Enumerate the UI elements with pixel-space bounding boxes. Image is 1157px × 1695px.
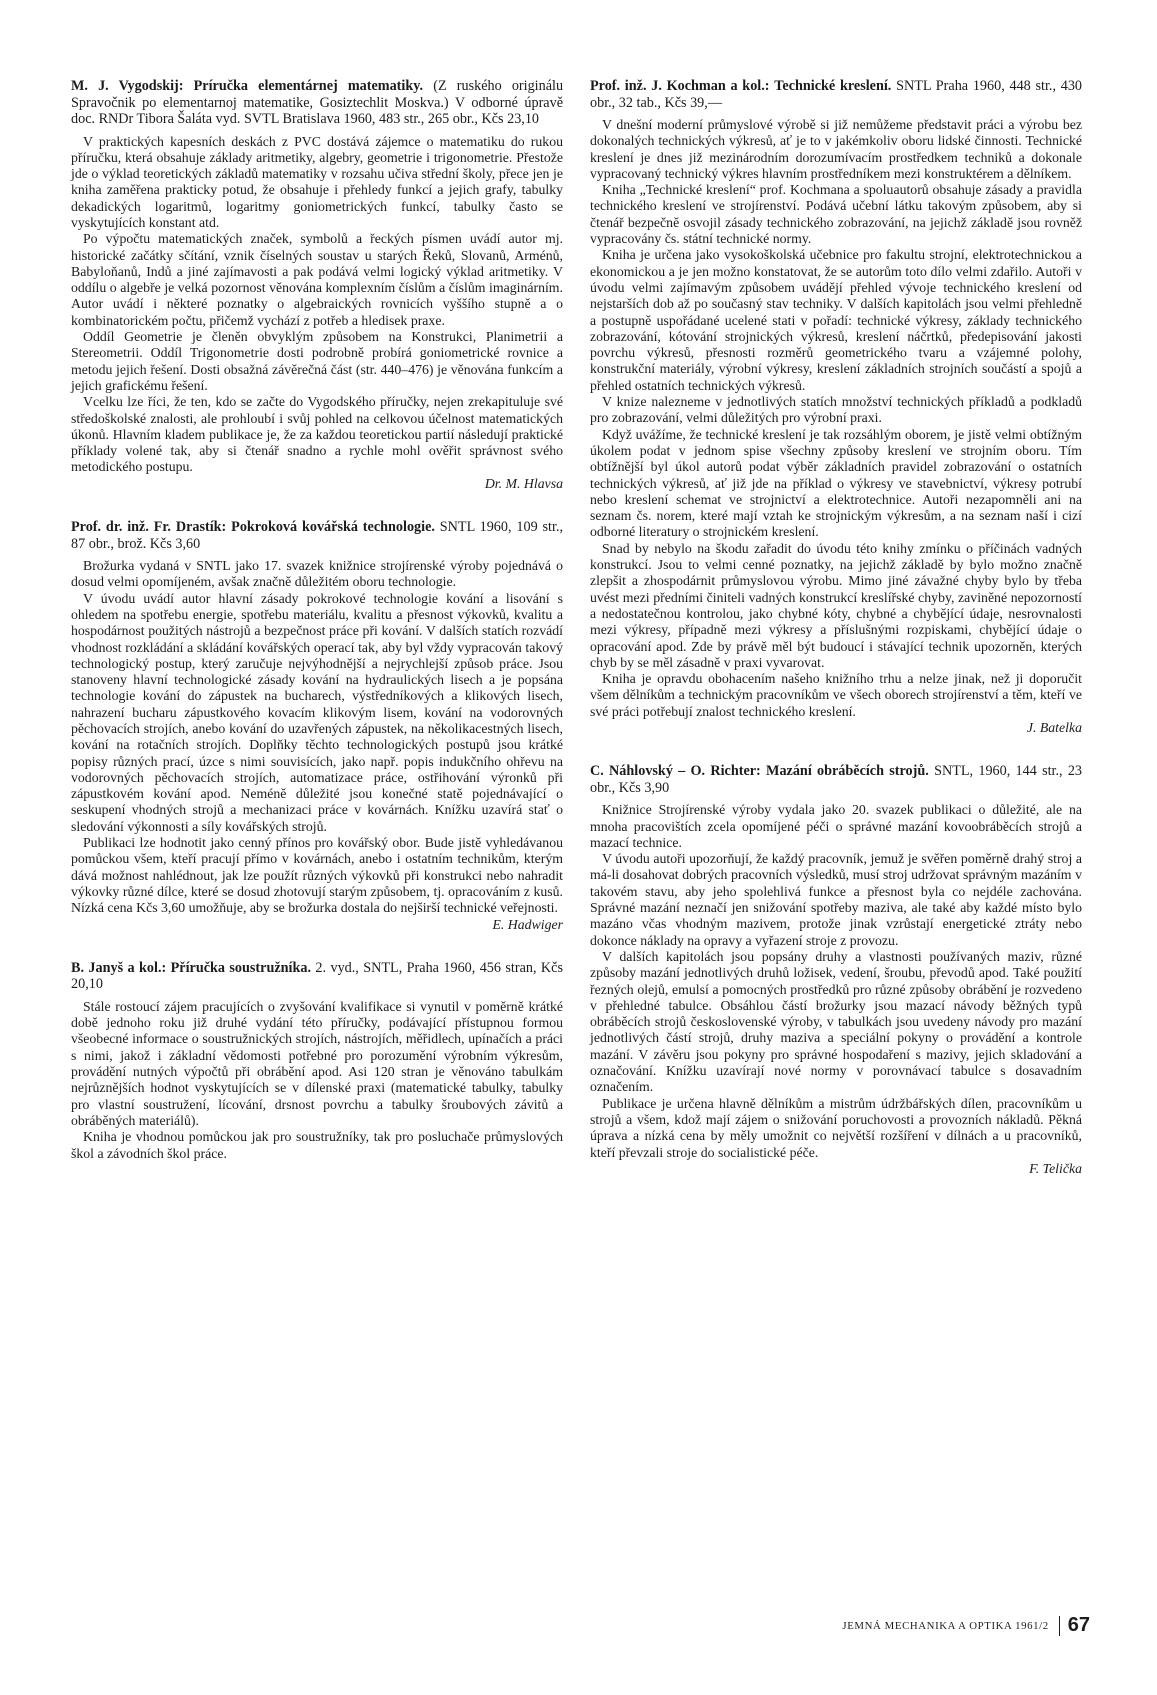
book-review xyxy=(71,960,563,1162)
review-paragraph: Oddíl Geometrie je členěn obvyklým způsobem na Konstrukci, Planimetrii a Stereometrii. Oddíl Trigonometrie dosti podrobně probírá goniometrické rovnice a metodu jejich řešení. Dosti obsažná závěrečná část (str. 440–476) je věnována funkcím a jejich grafickému řešení. xyxy=(71,329,563,393)
page-number: 67 xyxy=(1067,1614,1090,1636)
book-review xyxy=(590,763,1082,1177)
review-paragraph: Knižnice Strojírenské výroby vydala jako 20. svazek publikaci o důležité, ale na mnoha pracovištích zcela opomíjené péči o správné mazání kovoobráběcích strojů a mazací technice. xyxy=(590,802,1082,850)
review-publication-details: SNTL 1960, 109 str., 87 obr., brož. Kčs 3,60 xyxy=(71,519,564,552)
review-paragraph: Snad by nebylo na škodu zařadit do úvodu této knihy zmínku o příčinách vadných konstrukcí. Jsou to velmi cenné poznatky, na jejichž základě by bylo možno značně zlepšit a zhospodárnit průmyslovou výrobu. Mimo jiné závažné chyby bylo by třeba uvést mezi předními činiteli vadných konstrukcí kreslířské chyby, zaviněné nepozorností a nedostatečnou kontrolou, jako chybné kóty, chybné a chybějící údaje, nesrovnalosti mezi výkresy, případně mezi výkresy a příslušnými rozpiskami, chybějící údaje o opracování apod. Zde by právě měl být budoucí i stávající technik upozorněn, kterých chyb by se měl zásadně v praxi vyvarovat. xyxy=(590,540,1082,670)
review-paragraph: Když uvážíme, že technické kreslení je tak rozsáhlým oborem, je jistě velmi obtížným úkolem podat v jednom spise všechny způsoby kreslení ve strojním oboru. Tím obtížnější byl úkol autorů podat výběr základních pravidel zobrazování o ostatních technických výkresů, ať již jde na příklad o výkresy ve stavebnictví, výkresy potrubí nebo kreslení schemat ve strojnictví a elektrotechnice. Autoři nezapomněli ani na seznam čs. norem, které mají vztah ke strojnickým výkresům, a na seznam naší i cizí odborné literatury o strojnickém kreslení. xyxy=(590,426,1082,540)
book-review xyxy=(590,78,1082,736)
review-paragraph: Po výpočtu matematických značek, symbolů a řeckých písmen uvádí autor mj. historické začátky sčítání, vznik číselných soustav u starých Řeků, Slovanů, Arménů, Babyloňanů, Indů a jiné zajímavosti a pak podává velmi logický výklad aritmetiky. V oddílu o algebře je velká pozornost věnována komplexním číslům a číslům imaginárním. Autor uvádí i některé poznatky o algebraických rovnicích vyššího stupně a o kombinatorickém počtu, přičemž vychází z potřeb a hledisek praxe. xyxy=(71,231,563,328)
review-publication-details: SNTL Praha 1960, 448 str., 430 obr., 32 tab., Kčs 39,— xyxy=(590,78,1083,111)
book-review xyxy=(71,519,563,933)
review-paragraph: V knize nalezneme v jednotlivých statích množství technických příkladů a podkladů pro zobrazování, velmi důležitých pro výrobní praxi. xyxy=(590,394,1082,426)
review-paragraph: V úvodu autoři upozorňují, že každý pracovník, jemuž je svěřen poměrně drahý stroj a má-li dosahovat dobrých pracovních výsledků, musí stroj udržovat správným mazáním v takovém stavu, aby jeho spolehlivá funkce a přesnost byla co nejdéle zachována. Správné mazání neznačí jen snižování spotřeby maziva, ale také aby každé místo bylo mazáno včas vhodným mazivem, protože jinak vzrůstají energetické ztráty nebo dokonce náklady na opravy a vyřazení stroje z provozu. xyxy=(590,851,1082,948)
review-paragraph: V dalších kapitolách jsou popsány druhy a vlastnosti používaných maziv, různé způsoby mazání jednotlivých druhů ložisek, vedení, šroubu, převodů apod. Také použití řezných olejů, emulsí a pomocných prostředků pro různé způsoby obrábění je rozvedeno v přehledné tabulce. Obsáhlou částí brožurky jsou mazací návody běžných typů obráběcích strojů československé výroby, v tabulkách jsou uvedeny návody pro mazání jednotlivých částí strojů, druhy maziva a speciální pokyny o provádění a kontrole mazání. V závěru jsou pokyny pro správné hospodaření s mazivy, jejich skladování a označování. Knížku uzavírají nové normy v porovnávací tabulce s dosavadním označením. xyxy=(590,948,1082,1095)
review-heading xyxy=(71,519,563,552)
review-author: C. Náhlovský – O. Richter: xyxy=(590,763,761,780)
review-heading xyxy=(71,960,563,993)
review-paragraph: Vcelku lze říci, že ten, kdo se začte do Vygodského příručky, nejen zrekapituluje své středoškolské znalosti, ale prohloubí i svůj pohled na celkovou účelnost matematických úkonů. Hlavním kladem publikace je, že za každou teoretickou partií následují praktické příklady volené tak, aby si čtenář snadno a rychle mohl ověřit správnost svého metodického postupu. xyxy=(71,394,563,475)
review-author: M. J. Vygodskij: xyxy=(71,78,184,94)
review-paragraph: Kniha je opravdu obohacením našeho knižního trhu a nelze jinak, než ji doporučit všem dělníkům a technickým pracovníkům ve všech oborech strojírenství a těm, kteří ve své práci potřebují znalost technického kreslení. xyxy=(590,671,1082,719)
review-author: Prof. dr. inž. Fr. Drastík: xyxy=(71,519,227,536)
review-paragraph: Brožurka vydaná v SNTL jako 17. svazek knižnice strojírenské výroby pojednává o dosud velmi opomíjeném, avšak značně důležitém oboru technologie. xyxy=(71,558,563,590)
review-paragraph: V dnešní moderní průmyslové výrobě si již nemůžeme představit práci a výrobu bez dokonalých technických výkresů, ať je to v jakémkoliv oboru lidské činnosti. Technické kreslení je dnes již mezinárodním dorozumívacím prostředkem techniků a dokonale vypracovaný technický výkres hlavním prostředníkem mezi konstruktérem a dělníkem. xyxy=(590,117,1082,181)
review-paragraph: V praktických kapesních deskách z PVC dostává zájemce o matematiku do rukou příručku, která obsahuje základy aritmetiky, algebry, geometrie i trigonometrie. Přestože jde o výklad teoretických základů matematiky v rozsahu učiva střední školy, přece jen je kniha zaměřena prakticky potud, že obsahuje i přehledy funkcí a jejich grafy, tabulky dekadických logaritmů, logaritmy goniometrických funkcí, tabulky často se vyskytujících konstant atd. xyxy=(71,133,563,230)
review-paragraph: Publikace je určena hlavně dělníkům a mistrům údržbářských dílen, pracovníkům u strojů a všem, kdož mají zájem o snižování poruchovosti a provozních nákladů. Pěkná úprava a nízká cena by měly umožnit co největší rozšíření v dílnách a u pracovníků, kteří převzali stroje do socialistické péče. xyxy=(590,1095,1082,1160)
right-column xyxy=(590,78,1082,1204)
review-paragraph: Publikaci lze hodnotit jako cenný přínos pro kovářský obor. Bude jistě vyhledávanou pomůckou všem, kteří pracují přímo v kovárnách, anebo i ostatním technikům, kterým dává možnost nahlédnout, jak lze použít různých výkovků při konstrukci nebo nahradit výkovky různé dílce, které se dosud zhotovují starým způsobem, tj. opracováním z kusů. Nízká cena Kčs 3,60 umožňuje, aby se brožurka dostala do nejširší technické veřejnosti. xyxy=(71,835,563,916)
review-heading xyxy=(590,78,1082,111)
reviewer-signature: J. Batelka xyxy=(1026,719,1082,735)
page-footer xyxy=(842,1614,1090,1637)
book-review xyxy=(71,78,563,492)
review-heading xyxy=(71,78,563,128)
reviewer-signature: F. Telička xyxy=(1029,1160,1082,1176)
review-book-title: Príručka elementárnej matematiky. xyxy=(193,78,424,94)
left-column xyxy=(71,78,563,1189)
review-publication-details: (Z ruského originálu Spravočnik po elementarnoj matematike, Gosiztechlit Moskva.) V odborné úpravě doc. RNDr Tibora Šaláta vyd. SVTL Bratislava 1960, 483 str., 265 obr., Kčs 23,10 xyxy=(71,78,564,127)
review-author: B. Janyš a kol.: xyxy=(71,959,167,976)
review-book-title: Technické kreslení. xyxy=(774,78,892,94)
review-publication-details: 2. vyd., SNTL, Praha 1960, 456 stran, Kčs 20,10 xyxy=(71,959,563,993)
review-heading xyxy=(590,763,1082,796)
journal-title: JEMNÁ MECHANIKA A OPTIKA 1961/2 xyxy=(842,1619,1049,1632)
review-publication-details: SNTL, 1960, 144 str., 23 obr., Kčs 3,90 xyxy=(590,763,1083,796)
reviewer-signature: E. Hadwiger xyxy=(492,916,563,932)
review-book-title: Pokroková kovářská technologie. xyxy=(231,519,435,536)
review-paragraph: Kniha je určena jako vysokoškolská učebnice pro fakultu strojní, elektrotechnickou a ekonomickou a je jen možno konstatovat, že se autorům toto dílo velmi zdařilo. Autoři v úvodu velmi zajímavým způsobem uvádějí přehled vývoje technického kreslení od nejstarších dob až po současný stav techniky. V dalších kapitolách jsou velmi přehledně a postupně uspořádané ucelené stati v pořadí: technické výkresy, základy technického zobrazování, kótování strojnických výkresů, kreslení náčrtků, předepisování jakosti povrchu výkresů, přesnosti rozměrů geometrického tvaru a vzájemné polohy, konstrukční materiály, výrobní výkresy, kreslení základních strojních součástí a spojů a přehled ostatních technických výkresů. xyxy=(590,247,1082,393)
footer-divider xyxy=(1059,1616,1060,1636)
review-paragraph: Kniha je vhodnou pomůckou jak pro soustružníky, tak pro posluchače průmyslových škol a závodních škol práce. xyxy=(71,1129,563,1161)
review-paragraph: Kniha „Technické kreslení“ prof. Kochmana a spoluautorů obsahuje zásady a pravidla technického kreslení ve strojírenství. Podává učební látku takovým způsobem, aby si čtenář bezpečně osvojil zásady technického zobrazování, na jejichž základě jsou rovněž vypracovány čs. státní technické normy. xyxy=(590,182,1082,247)
reviewer-signature: Dr. M. Hlavsa xyxy=(484,475,563,491)
review-paragraph: V úvodu uvádí autor hlavní zásady pokrokové technologie kování a lisování s ohledem na spotřebu energie, spotřebu materiálu, kvalitu a přesnost výkovků, kvalitu a hospodárnost použitých nástrojů a bezpečnost práce při kování. V dalších statích rozvádí vhodnost rozkládání a skládání kovářských operací tak, aby byl vždy vypracován takový technologický postup, který zaručuje nejvýhodnější a nejrychlejší způsob práce. Jsou stanoveny hlavní technologické zásady kování na hydraulických lisech a je popsána technologie kování do zápustek na bucharech, výstředníkových a klikových lisech, nahrazení bucharu zápustkového kovacím klikovým lisem, kování na vodorovných pěchovacích strojích, anebo kování do uzavřených zápustek, na několikacestných lisech, kování na rotačních strojích. Doplňky těchto technologických postupů jsou krátké popisy různých prací, úzce s nimi souvisících, jako např. popis indukčního ohřevu na vodorovných pěchovacích strojích, automatizace práce, ostřihování výronků při zápustkovém kování apod. Neméně důležité jsou konečné statě pojednávající o seskupení vhodných strojů a mechanizaci práce v kovárnách. Knížku uzavírá stať o sledování výkonnosti a síly kovářských strojů. xyxy=(71,590,563,834)
review-author: Prof. inž. J. Kochman a kol.: xyxy=(590,78,770,94)
review-paragraph: Stále rostoucí zájem pracujících o zvyšování kvalifikace si vynutil v poměrně krátké době jednoho roku již druhé vydání této příručky, podávající přístupnou formou všeobecné informace o soustružnických strojích, nástrojích, měřidlech, upínačích a práci s nimi, jakož i základní vědomosti potřebné pro porozumění výrobním výkresům, provádění nutných výpočtů při obrábění apod. Asi 120 stran je věnováno tabulkám nejrůznějších hodnot vyskytujících se v dílenské praxi (matematické tabulky, tabulky pro vlastní soustružení, lícování, drsnost povrchu a tabulky šroubových závitů a obráběných materiálů). xyxy=(71,998,563,1128)
review-book-title: Mazání obráběcích strojů. xyxy=(766,763,929,780)
review-book-title: Příručka soustružníka. xyxy=(170,959,312,976)
